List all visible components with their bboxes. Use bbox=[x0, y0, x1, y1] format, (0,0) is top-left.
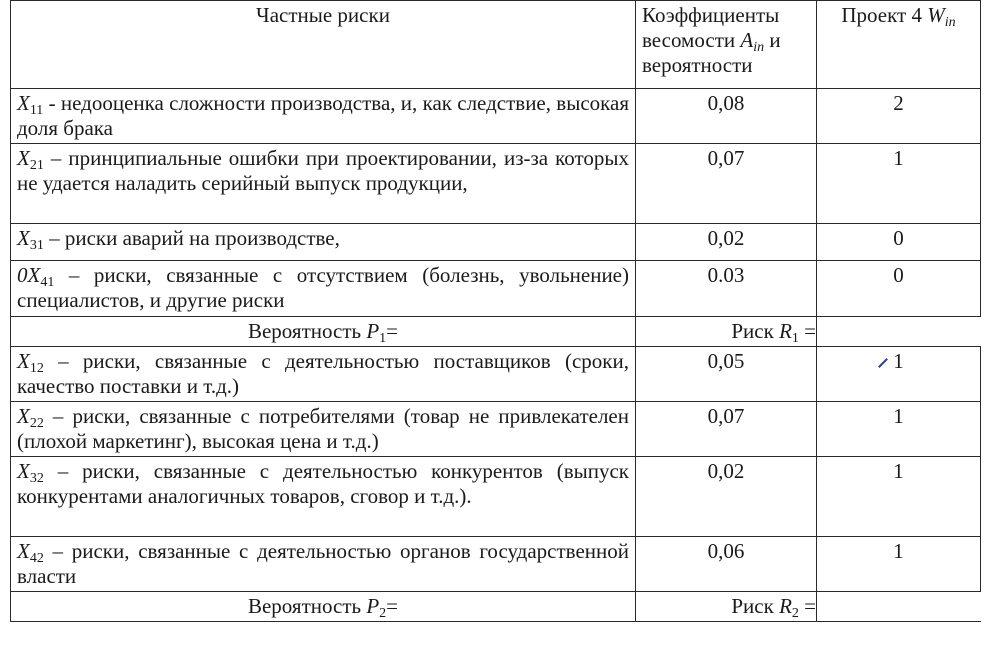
text-fragment: R bbox=[779, 594, 792, 618]
risk-coefficient: 0,07 bbox=[636, 402, 817, 457]
table-row bbox=[11, 261, 981, 317]
text-fragment: – риски, связанные с отсутствием (болезнь, увольнение) специалистов, и другие риски bbox=[17, 263, 629, 312]
table-header-row bbox=[11, 1, 981, 89]
text-fragment: – риски аварий на производстве, bbox=[43, 226, 340, 250]
text-fragment: 0 bbox=[17, 263, 28, 287]
text-fragment: – принципиальные ошибки при проектировании, из-за которых не удается наладить серийный выпуск продукции, bbox=[17, 146, 629, 195]
text-fragment: Частные риски bbox=[256, 3, 390, 27]
risk-r2-value bbox=[817, 592, 981, 622]
table-row bbox=[11, 457, 981, 537]
text-fragment: Проект 4 bbox=[841, 3, 928, 27]
risk-table bbox=[10, 0, 981, 622]
table-row bbox=[11, 144, 981, 224]
risk-description bbox=[11, 347, 636, 402]
header-private-risks bbox=[11, 1, 636, 89]
text-fragment: X bbox=[17, 226, 30, 250]
text-fragment: 31 bbox=[29, 238, 44, 253]
risk-weight: 2 bbox=[817, 89, 981, 144]
risk-r1-label bbox=[636, 317, 817, 347]
risk-coefficient: 0,02 bbox=[636, 224, 817, 261]
risk-r1-value bbox=[817, 317, 981, 347]
text-fragment: X bbox=[17, 349, 30, 373]
probability-p1-label bbox=[11, 317, 636, 347]
risk-description bbox=[11, 457, 636, 537]
risk-coefficient: 0,06 bbox=[636, 537, 817, 592]
text-fragment: - недооценка сложности производства, и, как следствие, высокая доля брака bbox=[17, 91, 629, 140]
table-row bbox=[11, 402, 981, 457]
text-fragment: 41 bbox=[40, 275, 55, 290]
text-fragment: X bbox=[17, 459, 30, 483]
risk-weight: 1 bbox=[817, 402, 981, 457]
risk-weight: 1 bbox=[817, 537, 981, 592]
risk-weight: 0 bbox=[817, 261, 981, 317]
text-fragment: 32 bbox=[29, 471, 44, 486]
header-coefficients bbox=[636, 1, 817, 89]
text-fragment: – риски, связанные с деятельностью поставщиков (сроки, качество поставки и т.д.) bbox=[17, 349, 629, 398]
text-fragment: 21 bbox=[29, 158, 44, 173]
table-row bbox=[11, 347, 981, 402]
text-fragment: in bbox=[753, 40, 765, 55]
risk-weight: 0 bbox=[817, 224, 981, 261]
risk-description bbox=[11, 89, 636, 144]
risk-coefficient: 0,05 bbox=[636, 347, 817, 402]
risk-coefficient: 0.03 bbox=[636, 261, 817, 317]
risk-description bbox=[11, 224, 636, 261]
text-fragment: Риск bbox=[731, 594, 780, 618]
text-fragment: 22 bbox=[29, 416, 44, 431]
header-project-weight bbox=[817, 1, 981, 89]
risk-weight: 1 bbox=[817, 457, 981, 537]
text-fragment: 11 bbox=[29, 103, 44, 118]
text-fragment: X bbox=[17, 91, 30, 115]
risk-coefficient: 0,07 bbox=[636, 144, 817, 224]
text-fragment: 2 bbox=[791, 606, 799, 621]
risk-r2-label bbox=[636, 592, 817, 622]
text-fragment: 1 bbox=[791, 331, 799, 346]
text-fragment: = bbox=[798, 319, 816, 343]
text-fragment: Коэффициенты bbox=[642, 3, 780, 27]
text-fragment: = bbox=[798, 594, 816, 618]
text-fragment: X bbox=[27, 263, 41, 287]
table-row bbox=[11, 89, 981, 144]
risk-description bbox=[11, 144, 636, 224]
text-fragment: A bbox=[740, 28, 754, 52]
text-fragment: – риски, связанные с потребителями (товар не привлекателен (плохой маркетинг), высокая цена и т.д.) bbox=[17, 404, 629, 453]
text-fragment: и bbox=[764, 28, 781, 52]
text-fragment: = bbox=[386, 319, 399, 343]
text-fragment: P bbox=[366, 319, 380, 343]
risk-coefficient: 0,08 bbox=[636, 89, 817, 144]
risk-weight: 1 bbox=[817, 347, 981, 402]
risk-weight: 1 bbox=[817, 144, 981, 224]
text-fragment: W bbox=[927, 3, 945, 27]
text-fragment: Вероятность bbox=[247, 319, 367, 343]
risk-description bbox=[11, 261, 636, 317]
text-fragment: 42 bbox=[29, 551, 44, 566]
table-row bbox=[11, 537, 981, 592]
text-fragment: = bbox=[386, 594, 399, 618]
text-fragment: Вероятность bbox=[247, 594, 367, 618]
text-fragment: in bbox=[944, 15, 956, 30]
text-fragment: R bbox=[779, 319, 792, 343]
risk-description bbox=[11, 402, 636, 457]
text-fragment: весомости bbox=[642, 28, 741, 52]
text-fragment: 2 bbox=[379, 606, 387, 621]
summary-row-1 bbox=[11, 317, 981, 347]
risk-coefficient: 0,02 bbox=[636, 457, 817, 537]
summary-row-2 bbox=[11, 592, 981, 622]
text-fragment: P bbox=[366, 594, 380, 618]
text-fragment: 1 bbox=[379, 331, 387, 346]
text-fragment: вероятности bbox=[642, 53, 753, 77]
text-fragment: X bbox=[17, 404, 30, 428]
risk-description bbox=[11, 537, 636, 592]
text-fragment: X bbox=[17, 146, 30, 170]
probability-p2-label bbox=[11, 592, 636, 622]
text-fragment: Риск bbox=[731, 319, 780, 343]
text-fragment: 12 bbox=[29, 361, 44, 376]
text-fragment: – риски, связанные с деятельностью органов государственной власти bbox=[17, 539, 629, 588]
table-row bbox=[11, 224, 981, 261]
text-fragment: X bbox=[17, 539, 30, 563]
text-fragment: – риски, связанные с деятельностью конкурентов (выпуск конкурентами аналогичных товаров, сговор и т.д.). bbox=[17, 459, 629, 508]
